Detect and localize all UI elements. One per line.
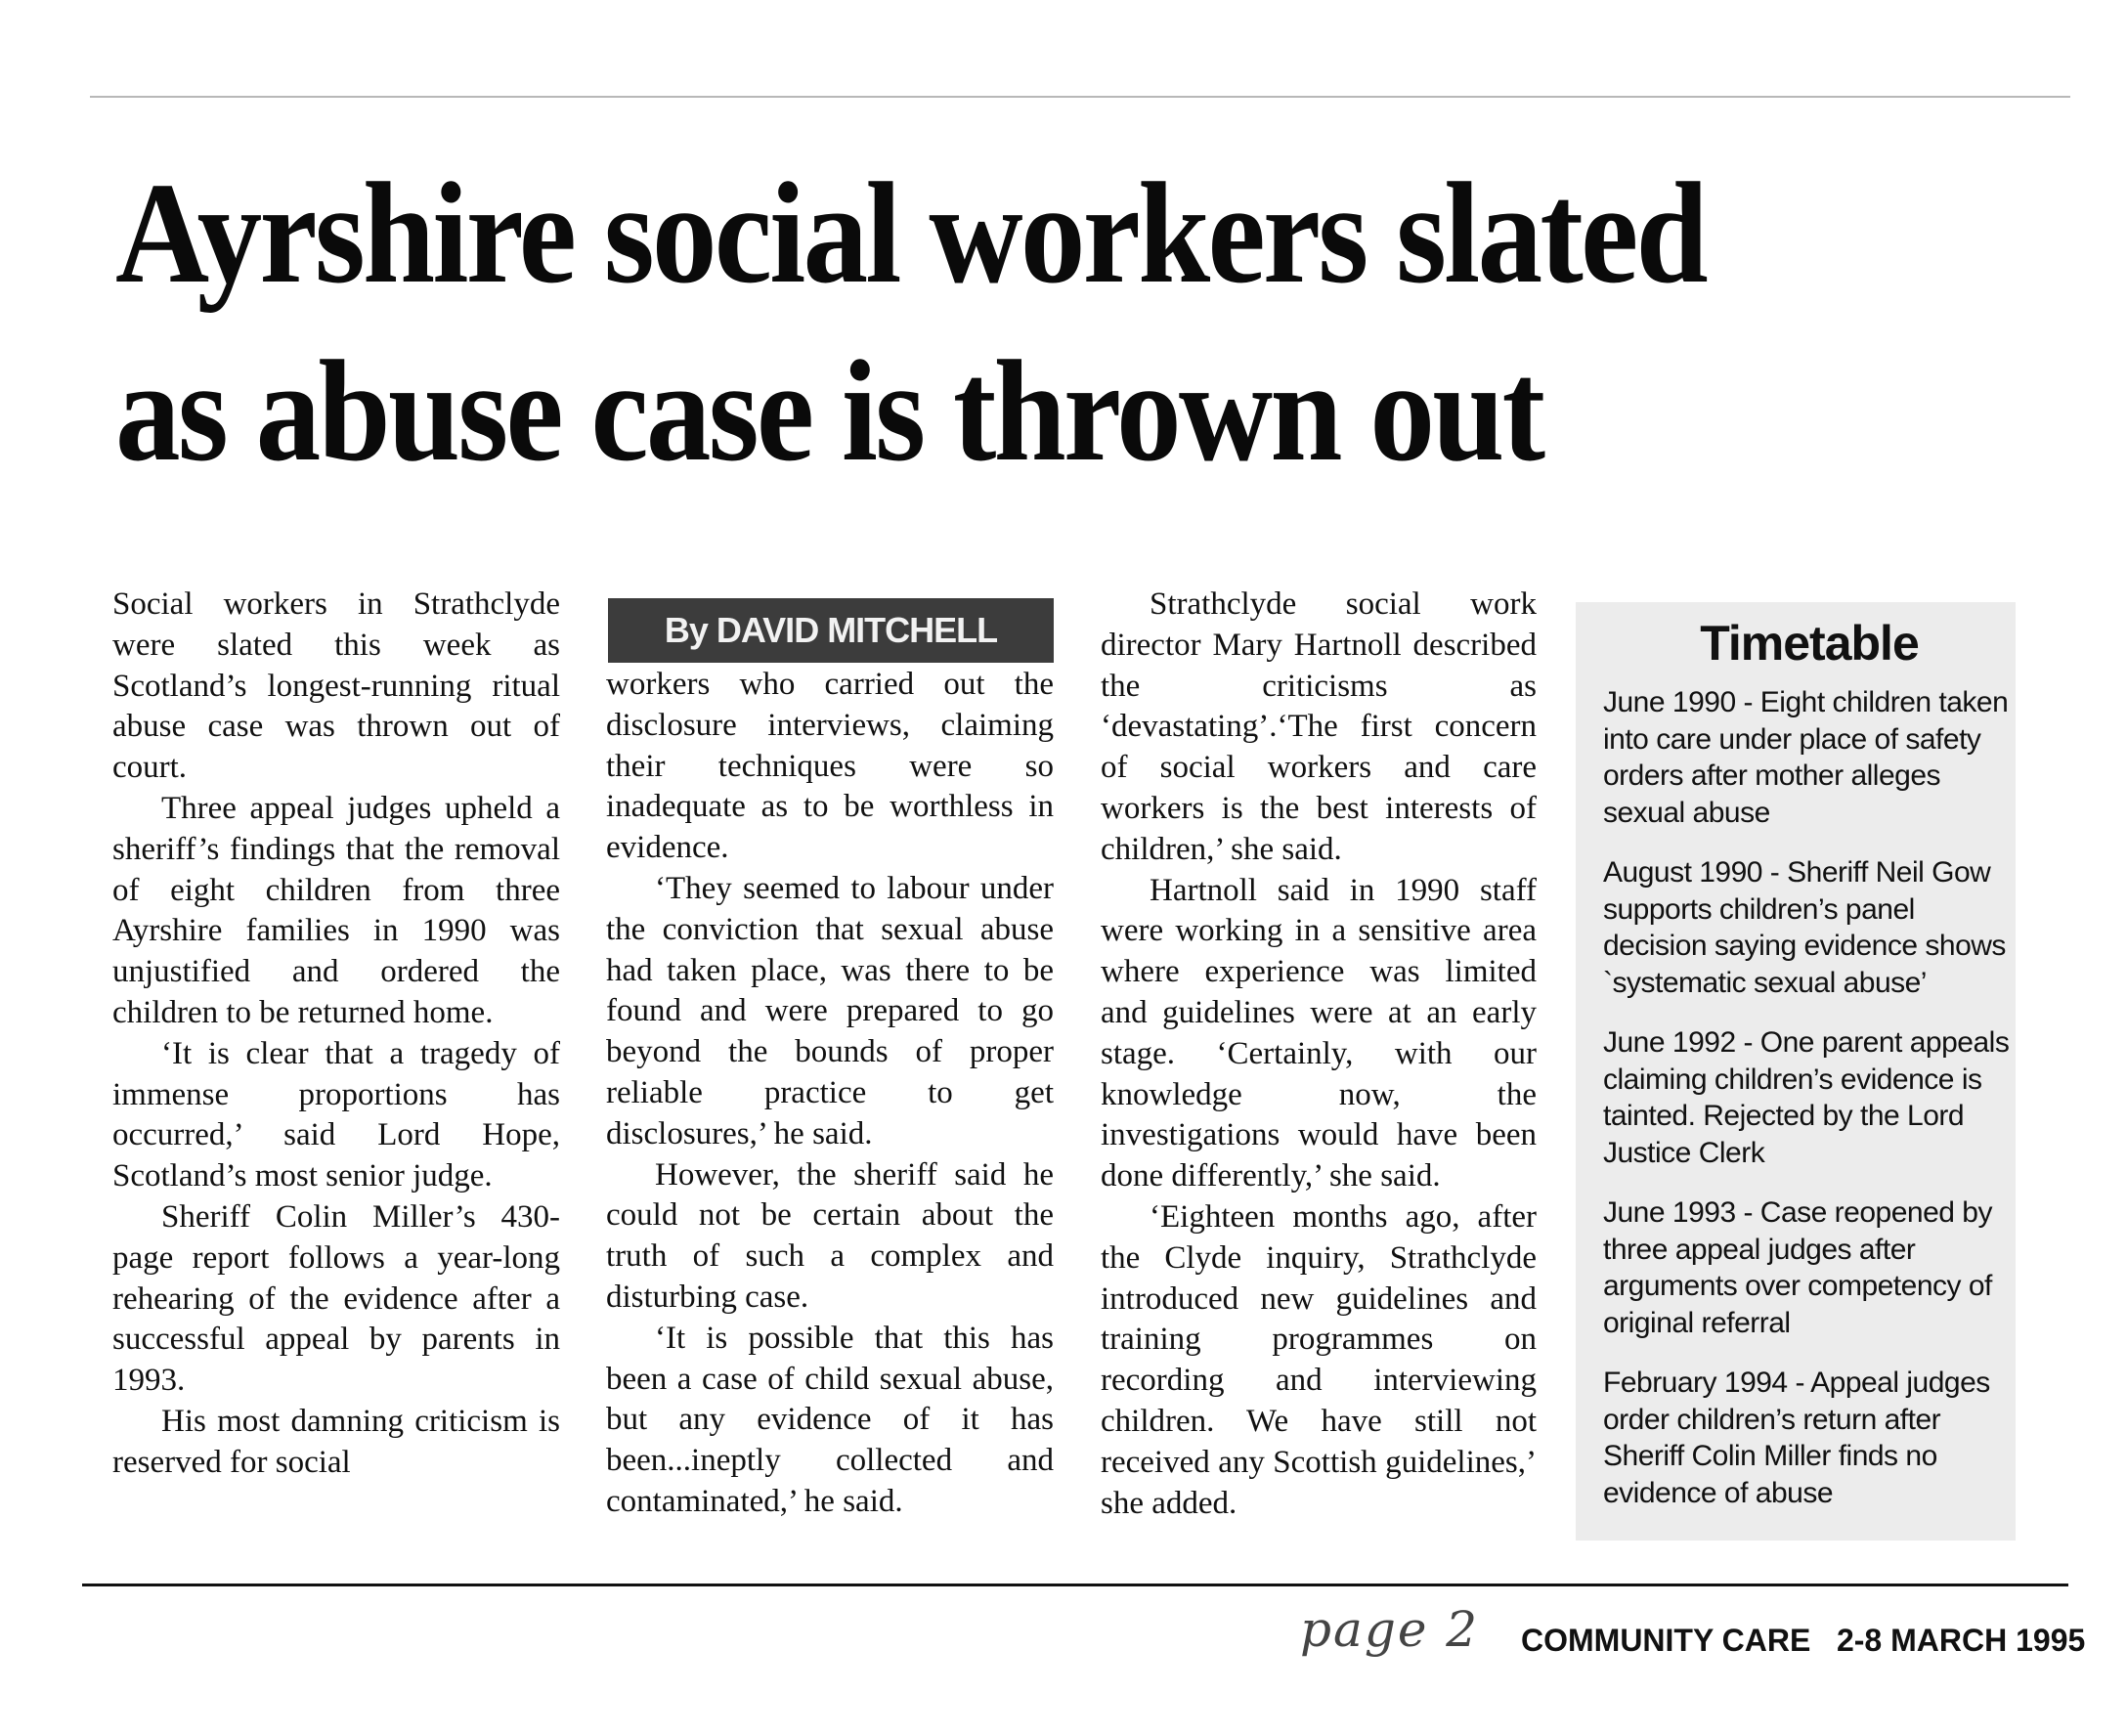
byline: By DAVID MITCHELL [608,598,1054,663]
paragraph: Social workers in Strathclyde were slated this week as Scotland’s longest-running ritual abuse case was thrown out of court. [112,586,560,786]
publication-footer: COMMUNITY CARE 2-8 MARCH 1995 [1521,1623,2086,1658]
timetable-entry: June 1992 - One parent appeals claiming children’s evidence is tainted. Rejected by the Lord Justice Clerk [1603,1026,2010,1169]
paragraph: ‘It is possible that this has been a case of child sexual abuse, but any evidence of it has been...ineptly collected and contaminated,’ he said. [606,1320,1054,1519]
paragraph: Three appeal judges upheld a sheriff’s findings that the removal of eight children from three Ayrshire families in 1990 was unjustified and ordered the children to be returned home. [112,790,560,1030]
paragraph: His most damning criticism is reserved for social [112,1403,560,1480]
timetable-entry: August 1990 - Sheriff Neil Gow supports children’s panel decision saying evidence shows `systematic sexual abuse’ [1603,856,2006,999]
handwritten-page-number: page 2 [1300,1601,1480,1658]
paragraph: Strathclyde social work director Mary Hartnoll described the criticisms as ‘devastating’.‘The first concern of social workers and care workers is the best interests of children,’ she said. [1101,586,1537,867]
paragraph: ‘They seemed to labour under the conviction that sexual abuse had taken place, was there to be found and were prepared to go beyond the bounds of proper reliable practice to get disclosures,’ he said. [606,870,1054,1151]
paragraph: ‘Eighteen months ago, after the Clyde inquiry, Strathclyde introduced new guidelines and training programmes on recording and interviewing children. We have still not received any Scottish guidelines,’ she added. [1101,1198,1537,1521]
paragraph: However, the sheriff said he could not be certain about the truth of such a complex and disturbing case. [606,1156,1054,1315]
top-rule [90,96,2070,98]
paragraph: Hartnoll said in 1990 staff were working in a sensitive area where experience was limited and guidelines were at an early stage. ‘Certainly, with our knowledge now, the investigations would have been done differently,’ she said. [1101,872,1537,1194]
headline [115,145,1866,500]
headline-line-2: as abuse case is thrown out [115,331,1543,492]
timetable-entry: June 1990 - Eight children taken into care under place of safety orders after mother alleges sexual abuse [1603,686,2009,829]
timetable-entry: June 1993 - Case reopened by three appeal judges after arguments over competency of original referral [1603,1196,1992,1339]
paragraph: Sheriff Colin Miller’s 430-page report follows a year-long rehearing of the evidence after a successful appeal by parents in 1993. [112,1198,560,1399]
paragraph: ‘It is clear that a tragedy of immense proportions has occurred,’ said Lord Hope, Scotland’s most senior judge. [112,1035,560,1194]
timetable-entry: February 1994 - Appeal judges order children’s return after Sheriff Colin Miller finds no evidence of abuse [1603,1367,1990,1509]
timetable-title: Timetable [1700,616,1919,671]
bottom-rule [82,1584,2068,1586]
timetable-sidebar [1576,602,2016,1541]
article-column-3 [1101,585,1537,1524]
paragraph: workers who carried out the disclosure interviews, claiming their techniques were so inadequate as to be worthless in evidence. [606,667,1054,866]
article-column-1 [112,585,560,1484]
headline-line-1: Ayrshire social workers slated [115,153,1706,314]
article-column-2 [606,665,1054,1523]
